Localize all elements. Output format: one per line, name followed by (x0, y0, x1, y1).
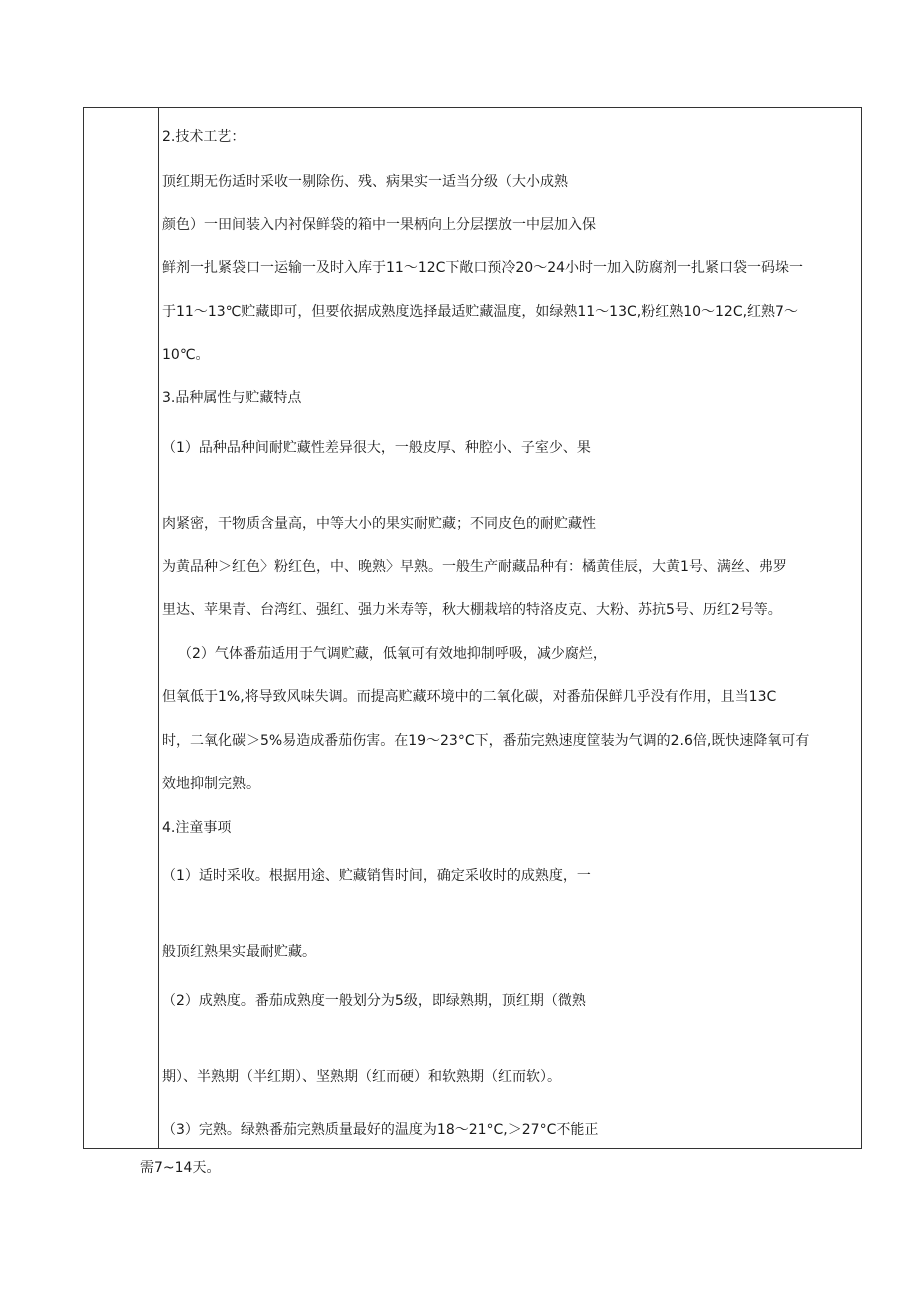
paragraph-line: 顶红期无伤适时采收一剔除伤、残、病果实一适当分级（大小成熟 (162, 174, 568, 190)
paragraph-line: 般顶红熟果实最耐贮藏。 (162, 944, 316, 960)
paragraph-line: 里达、苹果青、台湾红、强红、强力米寿等，秋大棚栽培的特洛皮克、大粉、苏抗5号、历红2号等。 (162, 602, 782, 618)
paragraph-line: 于11～13℃贮藏即可，但要依据成熟度选择最适贮藏温度，如绿熟11～13C,粉红熟10～12C,红熟7～ (162, 304, 798, 320)
paragraph-line: （1）适时采收。根据用途、贮藏销售时间，确定采收时的成熟度，一 (162, 868, 591, 884)
paragraph-line: （2）成熟度。番茄成熟度一般划分为5级，即绿熟期，顶红期（微熟 (162, 993, 586, 1009)
section-3-heading: 3.品种属性与贮藏特点 (162, 390, 302, 406)
paragraph-line: （2）气体番茄适用于气调贮藏，低氧可有效地抑制呼吸，减少腐烂， (178, 646, 607, 662)
paragraph-line: 效地抑制完熟。 (162, 776, 260, 792)
paragraph-line: 为黄品种＞红色〉粉红色，中、晚熟〉早熟。一般生产耐藏品种有：橘黄佳辰，大黄1号、满丝、弗罗 (162, 559, 787, 575)
paragraph-line: 鲜剂一扎紧袋口一运输一及时入库于11～12C下敞口预冷20～24小时一加入防腐剂一扎紧口袋一码垛一 (162, 260, 804, 276)
paragraph-line: 肉紧密，干物质含量高，中等大小的果实耐贮藏；不同皮色的耐贮藏性 (162, 516, 596, 532)
table-left-cell (84, 108, 159, 1148)
section-2-heading: 2.技术工艺： (162, 129, 246, 145)
paragraph-line: （1）品种品种间耐贮藏性差异很大，一般皮厚、种腔小、子室少、果 (162, 440, 591, 456)
after-table-text: 需7~14天。 (140, 1160, 221, 1176)
paragraph-line: 颜色）一田间装入内衬保鲜袋的箱中一果柄向上分层摆放一中层加入保 (162, 217, 596, 233)
section-4-heading: 4.注童事项 (162, 820, 232, 836)
paragraph-line: （3）完熟。绿熟番茄完熟质量最好的温度为18～21°C,＞27°C不能正 (162, 1122, 599, 1138)
paragraph-line: 时，二氧化碳＞5%易造成番茄伤害。在19～23°C下，番茄完熟速度筐装为气调的2.6倍,既快速降氧可有 (162, 733, 810, 749)
paragraph-line: 期）、半熟期（半红期）、坚熟期（红而硬）和软熟期（红而软）。 (162, 1069, 561, 1085)
paragraph-line: 但氧低于1%,将导致风味失调。而提高贮藏环境中的二氧化碳，对番茄保鲜几乎没有作用，且当13C (162, 689, 777, 705)
paragraph-line: 10℃。 (162, 347, 210, 363)
